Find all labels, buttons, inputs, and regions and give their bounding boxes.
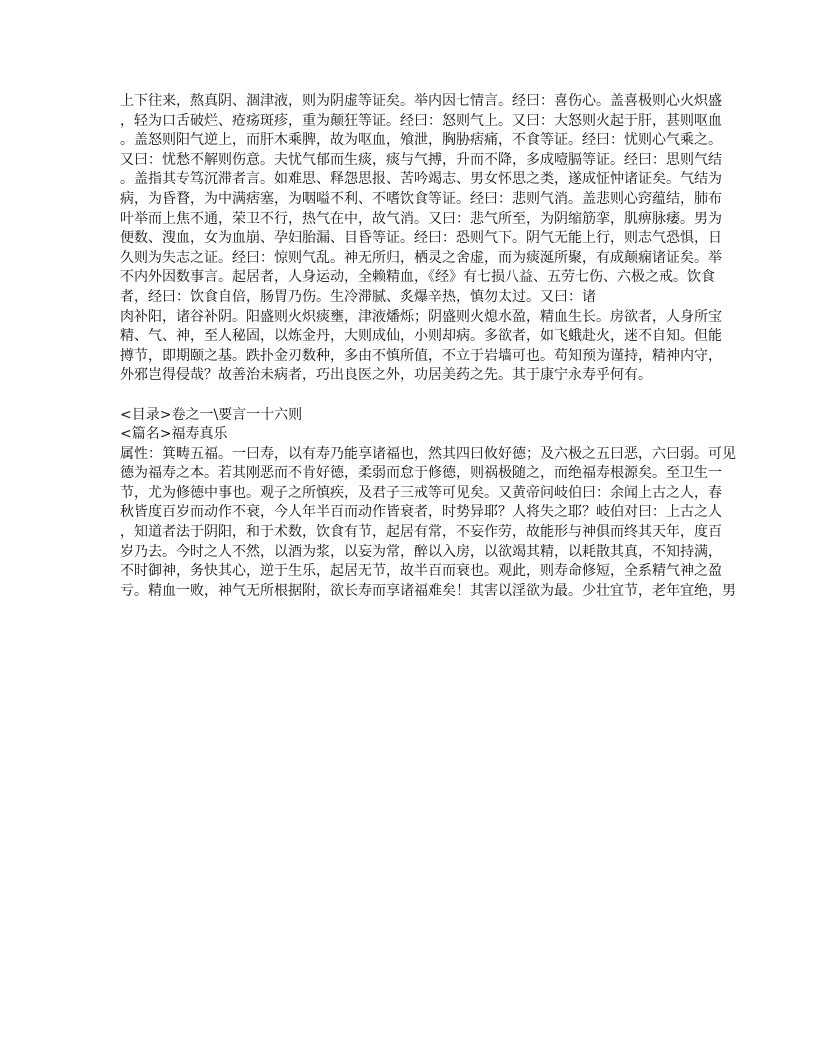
- paragraph-fortune-longevity: [120, 445, 736, 602]
- text-line: 又曰：忧愁不解则伤意。夫忧气郁而生痰，痰与气搏，升而不降，多成噎膈等证。经曰：思则气结: [120, 151, 722, 168]
- text-line: 德为福寿之本。若其刚恶而不肯好德，柔弱而怠于修德，则祸极随之，而绝福寿根源矣。至卫生一: [120, 465, 722, 482]
- text-line: 岁乃去。今时之人不然，以酒为浆，以妄为常，醉以入房，以欲竭其精，以耗散其真，不知持满，: [120, 543, 722, 560]
- text-line: ，知道者法于阴阳，和于术数，饮食有节，起居有常，不妄作劳，故能形与神俱而终其天年，度百: [120, 524, 722, 541]
- text-line: 者，经曰：饮食自倍，肠胃乃伤。生冷滞腻、炙爆辛热，慎勿太过。又曰：诸: [120, 288, 596, 305]
- text-line: 外邪岂得侵哉？故善治未病者，巧出良医之外，功居美药之先。其于康宁永寿乎何有。: [120, 367, 652, 384]
- text-line: 久则为失志之证。经曰：惊则气乱。神无所归，栖灵之舍虚，而为痰涎所聚，有成颠痫诸证矣。举: [120, 249, 722, 266]
- text-line: 精、气、神，至人秘固，以炼金丹，大则成仙，小则却病。多欲者，如飞蛾赴火，迷不自知。但能: [120, 328, 722, 345]
- section-title: <篇名>福寿真乐: [120, 426, 228, 443]
- paragraph-gap: [120, 386, 700, 406]
- text-line: 上下往来，熬真阴、涸津液，则为阴虚等证矣。举内因七情言。经曰：喜伤心。盖喜极则心火炽盛: [120, 93, 722, 109]
- text-line: 肉补阳，诸谷补阴。阳盛则火炽痰壅，津液燔烁；阴盛则火熄水盈，精血生长。房欲者，人身所宝: [120, 308, 722, 325]
- text-line: 节，尤为修德中事也。观子之所慎疾，及君子三戒等可见矣。又黄帝问岐伯曰：余闻上古之人，春: [120, 484, 722, 501]
- text-line: 不内外因数事言。起居者，人身运动，全赖精血，《经》有七损八益、五劳七伤、六极之戒。饮食: [120, 269, 715, 286]
- text-line: 便数、溲血，女为血崩、孕妇胎漏、目昏等证。经曰：恐则气下。阴气无能上行，则志气恐惧，日: [120, 230, 722, 247]
- text-line: 属性：箕畴五福。一曰寿，以有寿乃能享诸福也，然其四曰攸好德；及六极之五曰恶，六曰弱。可见: [120, 445, 736, 462]
- text-line: 亏。精血一败，神气无所根据附，欲长寿而享诸福难矣！其害以淫欲为最。少壮宜节，老年宜绝，男: [120, 582, 736, 599]
- text-line: 撙节，即期颐之基。跌扑金刃数种，多由不慎所值，不立于岩墙可也。苟知预为谨持，精神内守，: [120, 347, 722, 364]
- toc-heading: <目录>卷之一\要言一十六则: [120, 406, 303, 423]
- text-line: 不时御神，务快其心，逆于生乐，起居无节，故半百而衰也。观此，则寿命修短，全系精气神之盈: [120, 563, 722, 580]
- text-line: 秋皆度百岁而动作不衰，今人年半百而动作皆衰者，时势异耶？人将失之耶？岐伯对曰：上古之人: [120, 504, 722, 521]
- paragraph-seven-emotions: [120, 92, 722, 386]
- text-line: 。盖怒则阳气逆上，而肝木乘脾，故为呕血，飧泄，胸胁痞痛，不食等证。经曰：忧则心气乘之。: [120, 132, 722, 149]
- text-line: 病，为昏瞀，为中满痞塞，为咽嗌不利、不嗜饮食等证。经曰：悲则气消。盖悲则心窍蕴结，肺布: [120, 190, 722, 207]
- text-line: 。盖指其专笃沉滞者言。如难思、释怨思报、苦吟竭志、男女怀思之类，遂成怔忡诸证矣。气结为: [120, 171, 722, 188]
- text-line: ，轻为口舌破烂、疮疡斑疹，重为颠狂等证。经曰：怒则气上。又曰：大怒则火起于肝，甚则呕血: [120, 112, 722, 129]
- text-line: 叶举而上焦不通，荣卫不行，热气在中，故气消。又曰：悲气所至，为阴缩筋挛，肌痹脉痿。男为: [120, 210, 722, 227]
- document-page: [120, 92, 736, 601]
